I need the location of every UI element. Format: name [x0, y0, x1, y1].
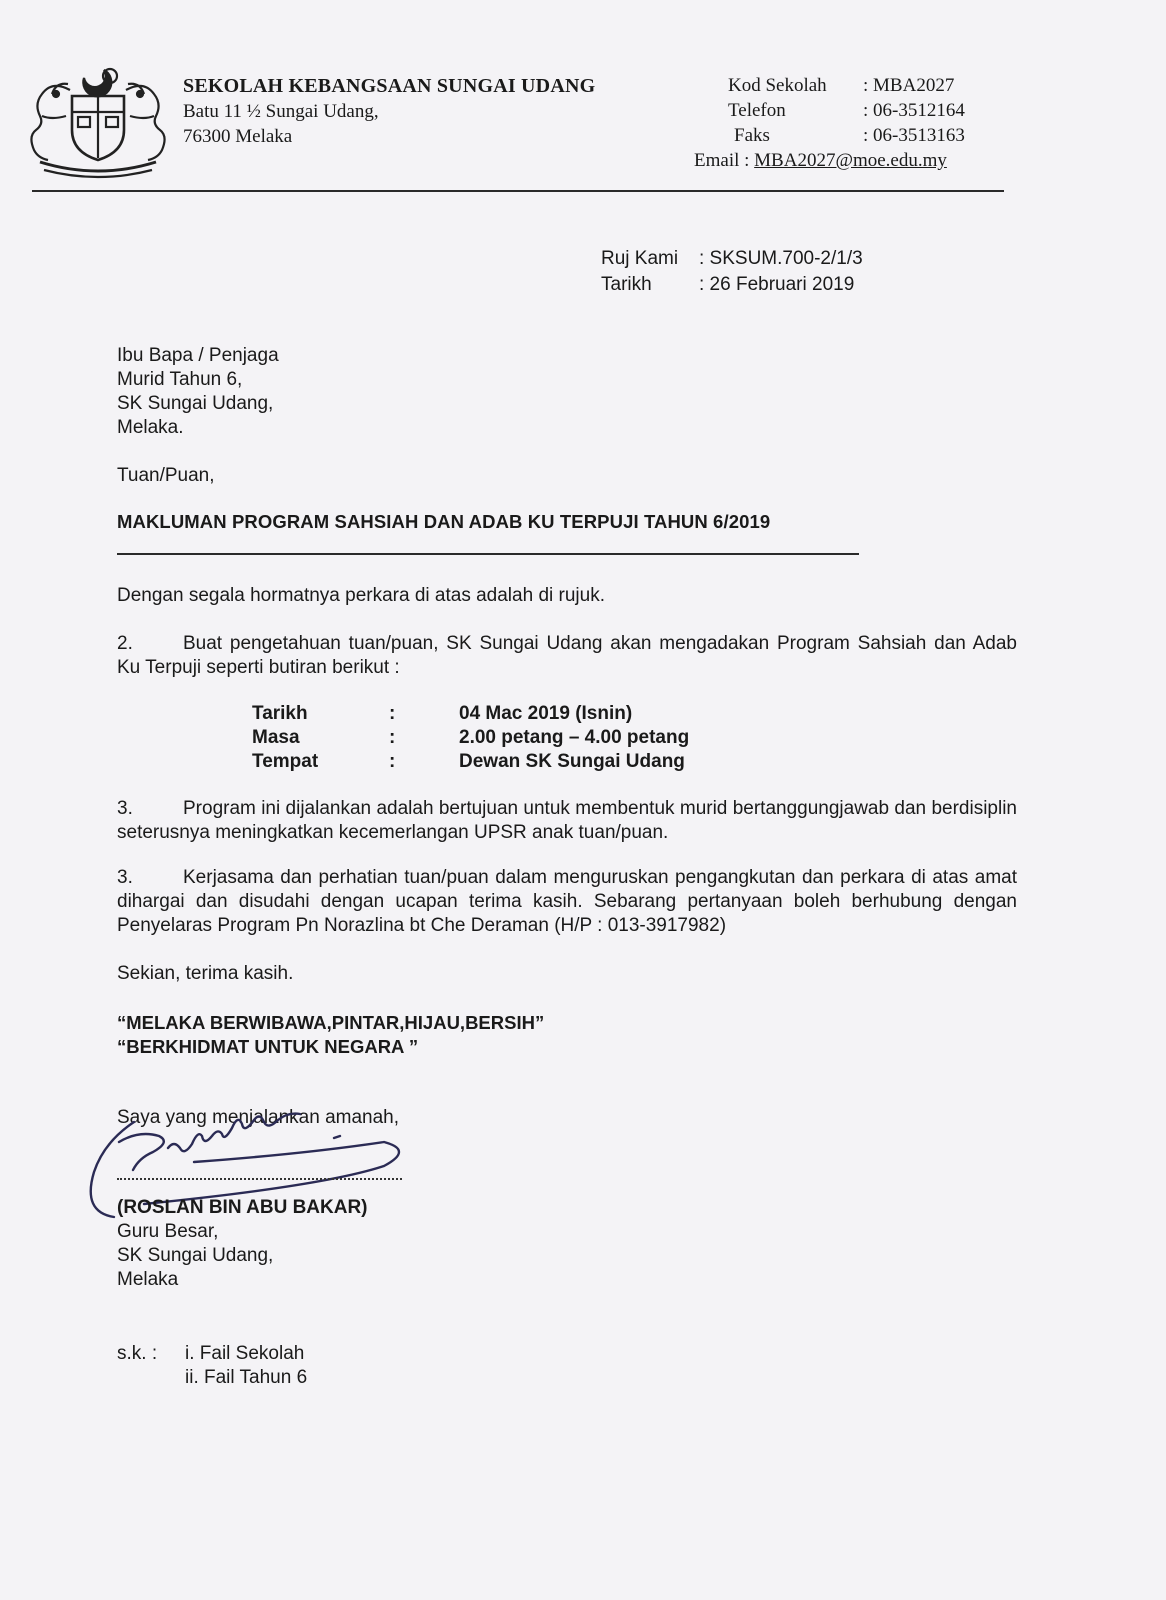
addressee-block	[117, 344, 279, 440]
addressee-line: Murid Tahun 6,	[117, 369, 243, 390]
contact-label: Faks	[734, 125, 770, 146]
addressee-line: SK Sungai Udang,	[117, 393, 274, 414]
paragraph-text: Program ini dijalankan adalah bertujuan untuk membentuk murid bertanggungjawab dan berdisiplin seterusnya meningkatkan kecemerlangan UPSR anak tuan/puan.	[117, 798, 1017, 843]
letter-subject: MAKLUMAN PROGRAM SAHSIAH DAN ADAB KU TERPUJI TAHUN 6/2019	[117, 511, 771, 532]
paragraph-number: 3.	[117, 798, 133, 819]
email-label: Email :	[694, 150, 755, 171]
cc-label: s.k. :	[117, 1343, 158, 1364]
salutation: Tuan/Puan,	[117, 465, 215, 486]
cc-item: ii. Fail Tahun 6	[185, 1367, 308, 1388]
contact-label: Telefon	[728, 100, 786, 121]
detail-row-place	[252, 750, 689, 774]
reference-block	[601, 246, 863, 298]
detail-row-date	[252, 702, 689, 726]
paragraph-3	[117, 797, 1017, 845]
reference-value: : SKSUM.700-2/1/3	[699, 248, 863, 269]
detail-key: Tarikh	[252, 703, 308, 724]
detail-colon: :	[389, 751, 396, 772]
motto-line: “MELAKA BERWIBAWA,PINTAR,HIJAU,BERSIH”	[117, 1012, 545, 1033]
date-row	[601, 272, 863, 298]
reference-row	[601, 246, 863, 272]
paragraph-text: Buat pengetahuan tuan/puan, SK Sungai Udang akan mengadakan Program Sahsiah dan Adab Ku Terpuji seperti butiran berikut :	[117, 633, 1017, 678]
date-value: : 26 Februari 2019	[699, 274, 855, 295]
paragraph-number: 3.	[117, 867, 133, 888]
addressee-line: Ibu Bapa / Penjaga	[117, 345, 279, 366]
school-name: SEKOLAH KEBANGSAAN SUNGAI UDANG	[183, 75, 596, 97]
detail-key: Tempat	[252, 751, 319, 772]
motto-block	[117, 1011, 544, 1059]
subject-underline	[117, 553, 859, 555]
contact-row-phone	[728, 98, 965, 123]
contact-value: : 06-3513163	[863, 125, 965, 146]
contact-row-fax	[728, 123, 965, 148]
paragraph-text: Kerjasama dan perhatian tuan/puan dalam menguruskan pengangkutan dan perkara di atas amat dihargai dan disudahi dengan ucapan terima kasih. Sebarang pertanyaan boleh berhubung dengan Penyelaras Program Pn Norazlina bt Che Deraman (H/P : 013-3917982)	[117, 867, 1017, 936]
signer-title: Guru Besar,	[117, 1221, 219, 1242]
detail-colon: :	[389, 703, 396, 724]
detail-value: 04 Mac 2019 (Isnin)	[459, 703, 633, 724]
detail-colon: :	[389, 727, 396, 748]
paragraph-4	[117, 866, 1017, 938]
email-row	[694, 150, 947, 172]
address-line-2: 76300 Melaka	[183, 126, 293, 147]
cc-spacer	[117, 1366, 185, 1390]
signer-name: (ROSLAN BIN ABU BAKAR)	[117, 1197, 368, 1218]
paragraph-1: Dengan segala hormatnya perkara di atas adalah di rujuk.	[117, 585, 605, 606]
cc-row	[117, 1342, 307, 1366]
cc-row	[117, 1366, 307, 1390]
detail-key: Masa	[252, 727, 300, 748]
detail-row-time	[252, 726, 689, 750]
closing-line: Sekian, terima kasih.	[117, 963, 294, 984]
reference-label: Ruj Kami	[601, 248, 679, 269]
date-label: Tarikh	[601, 274, 652, 295]
contact-value: : 06-3512164	[863, 100, 965, 121]
paragraph-2	[117, 632, 1017, 680]
program-details	[252, 702, 689, 774]
coat-of-arms-logo	[22, 60, 174, 180]
contact-row-school-code	[728, 73, 965, 98]
contact-info	[728, 73, 965, 148]
signature-intro: Saya yang menjalankan amanah,	[117, 1107, 400, 1128]
contact-label: Kod Sekolah	[728, 75, 827, 96]
address-line-1: Batu 11 ½ Sungai Udang,	[183, 101, 379, 122]
coat-of-arms-icon	[22, 60, 174, 180]
addressee-line: Melaka.	[117, 417, 184, 438]
signature-dotted-line	[117, 1178, 402, 1180]
motto-line: “BERKHIDMAT UNTUK NEGARA ”	[117, 1036, 419, 1057]
signer-school: SK Sungai Udang,	[117, 1245, 274, 1266]
paragraph-number: 2.	[117, 633, 133, 654]
signer-city: Melaka	[117, 1269, 179, 1290]
carbon-copy-block	[117, 1342, 307, 1390]
email-link[interactable]: MBA2027@moe.edu.my	[754, 150, 947, 171]
detail-value: 2.00 petang – 4.00 petang	[459, 727, 690, 748]
signer-block	[117, 1196, 368, 1292]
school-info	[183, 74, 595, 149]
cc-item: i. Fail Sekolah	[185, 1343, 305, 1364]
contact-value: : MBA2027	[863, 75, 955, 96]
header-divider	[32, 190, 1004, 192]
detail-value: Dewan SK Sungai Udang	[459, 751, 685, 772]
